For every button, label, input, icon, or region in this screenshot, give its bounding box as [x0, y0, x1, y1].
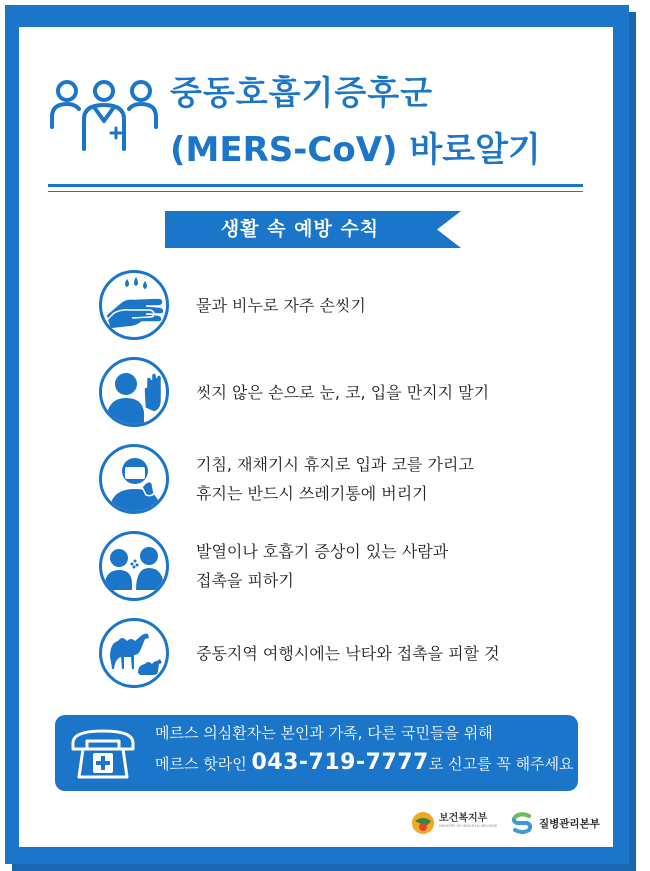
ministry-logo: [411, 809, 501, 839]
tip-text: 기침, 재채기시 휴지로 입과 코를 가리고 휴지는 반드시 쓰레기통에 버리기: [196, 455, 474, 503]
mers-poster: [19, 27, 613, 847]
ministry-mark-icon: [411, 811, 435, 835]
footer-logos: [411, 809, 611, 839]
kcdc-logo: [511, 809, 611, 839]
tip-text: 물과 비누로 자주 손씻기: [196, 295, 366, 315]
list-item: [99, 531, 579, 601]
kcdc-name: 질병관리본부: [539, 818, 600, 830]
no-touch-face-icon: [99, 357, 169, 427]
avoid-contact-icon: [99, 531, 169, 601]
hand-washing-icon: [99, 270, 169, 340]
list-item: [99, 618, 579, 688]
medical-staff-icon: [49, 77, 159, 152]
list-item: [99, 357, 579, 427]
poster-header: [19, 27, 613, 177]
tip-text: 발열이나 호흡기 증상이 있는 사람과 접촉을 피하기: [196, 542, 449, 590]
camel-icon: [99, 618, 169, 688]
hotline-number: 043-719-7777: [251, 750, 429, 775]
header-divider-thick: [48, 184, 583, 187]
section-banner: [165, 211, 461, 248]
kcdc-mark-icon: [511, 811, 533, 835]
poster-title-english: (MERS-CoV) 바로알기: [170, 130, 541, 170]
hotline-call-to-action: 메르스 핫라인 043-719-7777로 신고를 꼭 해주세요: [155, 750, 574, 775]
tip-text: 씻지 않은 손으로 눈, 코, 입을 만지지 말기: [196, 382, 490, 402]
medical-phone-icon: [69, 727, 137, 781]
ministry-name: 보건복지부: [439, 813, 488, 824]
section-banner-label: 생활 속 예방 수칙: [220, 218, 380, 240]
tip-text: 중동지역 여행시에는 낙타와 접촉을 피할 것: [196, 643, 500, 663]
header-divider-thin: [48, 191, 583, 192]
cough-tissue-icon: [99, 444, 169, 514]
list-item: [99, 270, 579, 340]
ministry-english-name: MINISTRY OF HEALTH & WELFARE: [439, 824, 498, 828]
hotline-box: [55, 715, 578, 791]
poster-title-korean: 중동호흡기증후군: [170, 73, 434, 112]
hotline-message: 메르스 의심환자는 본인과 가족, 다른 국민들을 위해: [155, 724, 493, 742]
list-item: [99, 444, 579, 514]
